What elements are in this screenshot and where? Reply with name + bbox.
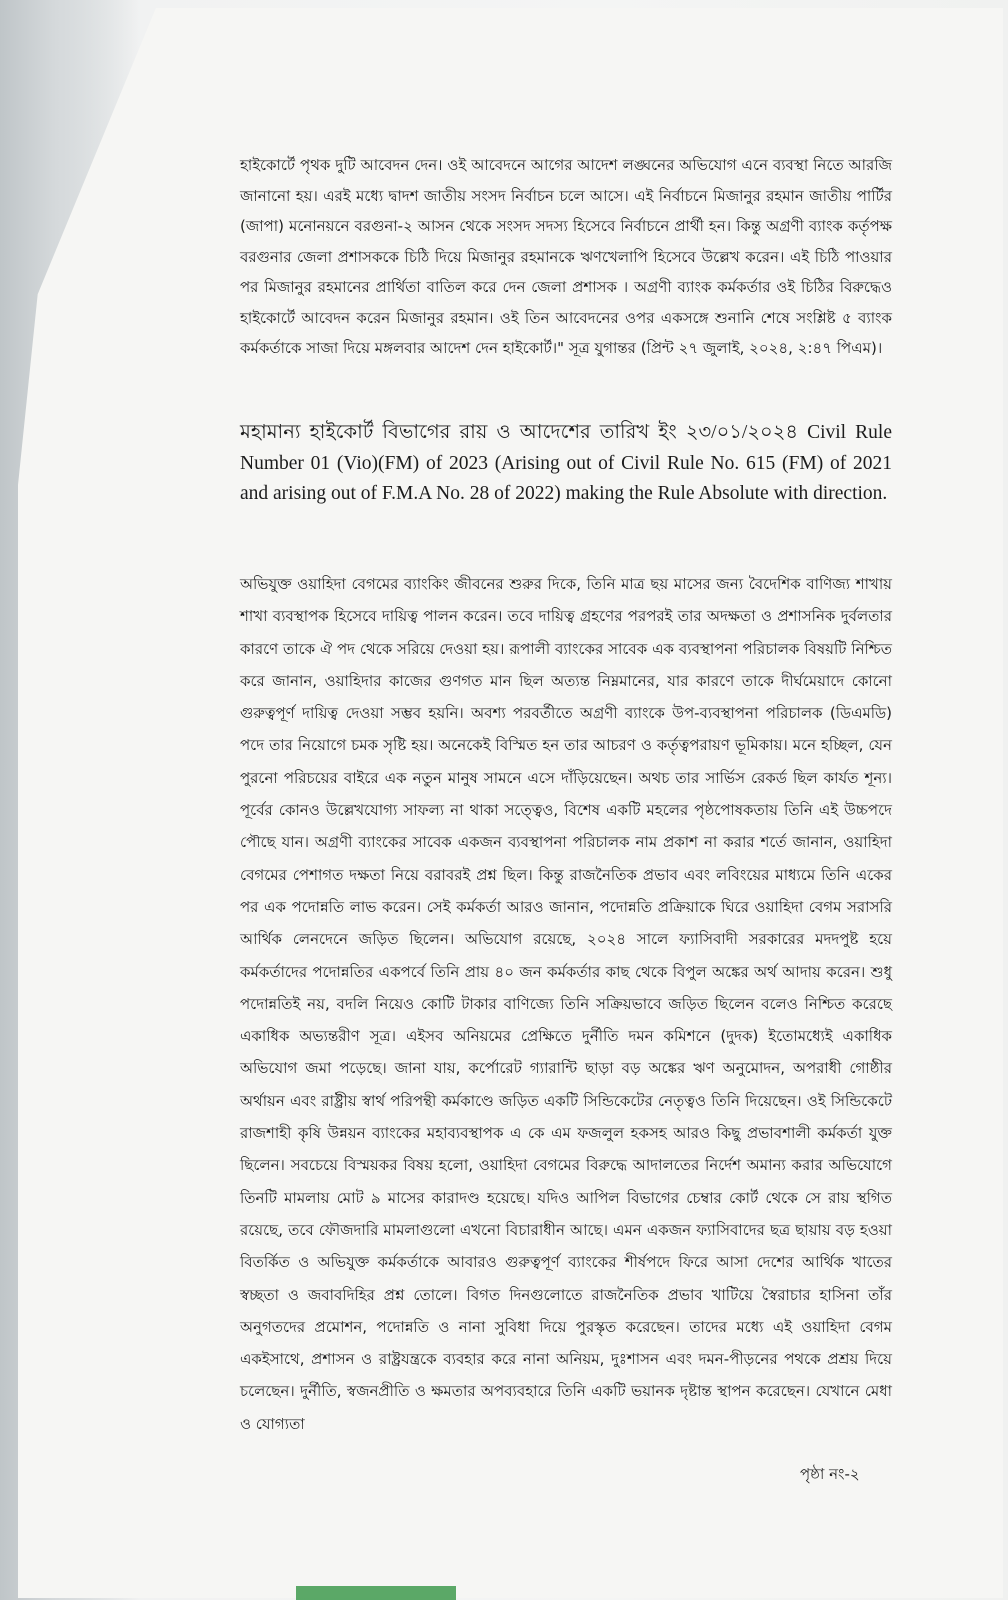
page-number: পৃষ্ঠা নং-২ [800,1465,860,1483]
green-stamp-edge [296,1586,456,1600]
paragraph-civil-rule-reference: মহামান্য হাইকোর্ট বিভাগের রায় ও আদেশের তারিখ ইং ২৩/০১/২০২৪ Civil Rule Number 01 (Vio)(FM) of 2023 (Arising out of Civil Rule No. 615 (FM) of 2021 and arising out of F.M.A No. 28 of 2022) making the Rule Absolute with direction. [240,422,892,504]
paragraph-court-application: হাইকোর্টে পৃথক দুটি আবেদন দেন। ওই আবেদনে আগের আদেশ লঙ্ঘনের অভিযোগ এনে ব্যবস্থা নিতে আরজি জানানো হয়। এরই মধ্যে দ্বাদশ জাতীয় সংসদ নির্বাচন চলে আসে। এই নির্বাচনে মিজানুর রহমান জাতীয় পার্টির (জাপা) মনোনয়নে বরগুনা-২ আসন থেকে সংসদ সদস্য হিসেবে নির্বাচনে প্রার্থী হন। কিন্তু অগ্রণী ব্যাংক কর্তৃপক্ষ বরগুনার জেলা প্রশাসককে চিঠি দিয়ে মিজানুর রহমানকে ঋণখেলাপি হিসেবে উল্লেখ করেন। এই চিঠি পাওয়ার পর মিজানুর রহমানের প্রার্থিতা বাতিল করে দেন জেলা প্রশাসক । অগ্রণী ব্যাংক কর্মকর্তার ওই চিঠির বিরুদ্ধেও হাইকোর্টে আবেদন করেন মিজানুর রহমান। ওই তিন আবেদনের ওপর একসঙ্গে শুনানি শেষে সংশ্লিষ্ট ৫ ব্যাংক কর্মকর্তাকে সাজা দিয়ে মঙ্গলবার আদেশ দেন হাইকোর্ট।" সূত্র যুগান্তর (প্রিন্ট ২৭ জুলাই, ২০২৪, ২:৪৭ পিএম)। [240,156,892,357]
paragraph-allegations: অভিযুক্ত ওয়াহিদা বেগমের ব্যাংকিং জীবনের শুরুর দিকে, তিনি মাত্র ছয় মাসের জন্য বৈদেশিক বাণিজ্য শাখায় শাখা ব্যবস্থাপক হিসেবে দায়িত্ব পালন করেন। তবে দায়িত্ব গ্রহণের পরপরই তার অদক্ষতা ও প্রশাসনিক দুর্বলতার কারণে তাকে ঐ পদ থেকে সরিয়ে দেওয়া হয়। রূপালী ব্যাংকের সাবেক এক ব্যবস্থাপনা পরিচালক বিষয়টি নিশ্চিত করে জানান, ওয়াহিদার কাজের গুণগত মান ছিল অত্যন্ত নিম্নমানের, যার কারণে তাকে দীর্ঘমেয়াদে কোনো গুরুত্বপূর্ণ দায়িত্ব দেওয়া সম্ভব হয়নি। অবশ্য পরবর্তীতে অগ্রণী ব্যাংকে উপ-ব্যবস্থাপনা পরিচালক (ডিএমডি) পদে তার নিয়োগে চমক সৃষ্টি হয়। অনেকেই বিস্মিত হন তার আচরণ ও কর্তৃত্বপরায়ণ ভূমিকায়। মনে হচ্ছিল, যেন পুরনো পরিচয়ের বাইরে এক নতুন মানুষ সামনে এসে দাঁড়িয়েছেন। অথচ তার সার্ভিস রেকর্ড ছিল কার্যত শূন্য। পূর্বের কোনও উল্লেখযোগ্য সাফল্য না থাকা সত্ত্বেও, বিশেষ একটি মহলের পৃষ্ঠপোষকতায় তিনি এই উচ্চপদে পৌছে যান। অগ্রণী ব্যাংকের সাবেক একজন ব্যবস্থাপনা পরিচালক নাম প্রকাশ না করার শর্তে জানান, ওয়াহিদা বেগমের পেশাগত দক্ষতা নিয়ে বরাবরই প্রশ্ন ছিল। কিন্তু রাজনৈতিক প্রভাব এবং লবিংয়ের মাধ্যমে তিনি একের পর এক পদোন্নতি লাভ করেন। সেই কর্মকর্তা আরও জানান, পদোন্নতি প্রক্রিয়াকে ঘিরে ওয়াহিদা বেগম সরাসরি আর্থিক লেনদেনে জড়িত ছিলেন। অভিযোগ রয়েছে, ২০২৪ সালে ফ্যাসিবাদী সরকারের মদদপুষ্ট হয়ে কর্মকর্তাদের পদোন্নতির একপর্বে তিনি প্রায় ৪০ জন কর্মকর্তার কাছ থেকে বিপুল অঙ্কের অর্থ আদায় করেন। শুধু পদোন্নতিই নয়, বদলি নিয়েও কোটি টাকার বাণিজ্যে তিনি সক্রিয়ভাবে জড়িত ছিলেন বলেও নিশ্চিত করেছে একাধিক অভ্যন্তরীণ সূত্র। এইসব অনিয়মের প্রেক্ষিতে দুর্নীতি দমন কমিশনে (দুদক) ইতোমধ্যেই একাধিক অভিযোগ জমা পড়েছে। জানা যায়, কর্পোরেট গ্যারান্টি ছাড়া বড় অঙ্কের ঋণ অনুমোদন, অপরাধী গোষ্ঠীর অর্থায়ন এবং রাষ্ট্রীয় স্বার্থ পরিপন্থী কর্মকাণ্ডে জড়িত একটি সিন্ডিকেটের নেতৃত্বও তিনি দিয়েছেন। ওই সিন্ডিকেটে রাজশাহী কৃষি উন্নয়ন ব্যাংকের মহাব্যবস্থাপক এ কে এম ফজলুল হকসহ আরও কিছু প্রভাবশালী কর্মকর্তা যুক্ত ছিলেন। সবচেয়ে বিস্ময়কর বিষয় হলো, ওয়াহিদা বেগমের বিরুদ্ধে আদালতের নির্দেশ অমান্য করার অভিযোগে তিনটি মামলায় মোট ৯ মাসের কারাদণ্ড হয়েছে। যদিও আপিল বিভাগের চেম্বার কোর্ট থেকে সে রায় স্থগিত রয়েছে, তবে ফৌজদারি মামলাগুলো এখনো বিচারাধীন আছে। এমন একজন ফ্যাসিবাদের ছত্র ছায়ায় বড় হওয়া বিতর্কিত ও অভিযুক্ত কর্মকর্তাকে আবারও গুরুত্বপূর্ণ ব্যাংকের শীর্ষপদে ফিরে আসা দেশের আর্থিক খাতের স্বচ্ছতা ও জবাবদিহির প্রশ্ন তোলে। বিগত দিনগুলোতে রাজনৈতিক প্রভাব খাটিয়ে স্বৈরাচার হাসিনা তাঁর অনুগতদের প্রমোশন, পদোন্নতি ও নানা সুবিধা দিয়ে পুরস্কৃত করেছেন। তাদের মধ্যে এই ওয়াহিদা বেগম একইসাথে, প্রশাসন ও রাষ্ট্রযন্ত্রকে ব্যবহার করে নানা অনিয়ম, দুঃশাসন এবং দমন-পীড়নের পথকে প্রশ্রয় দিয়ে চলেছেন। দুর্নীতি, স্বজনপ্রীতি ও ক্ষমতার অপব্যবহারে তিনি একটি ভয়ানক দৃষ্টান্ত স্থাপন করেছেন। যেখানে মেধা ও যোগ্যতা [240,575,892,1433]
